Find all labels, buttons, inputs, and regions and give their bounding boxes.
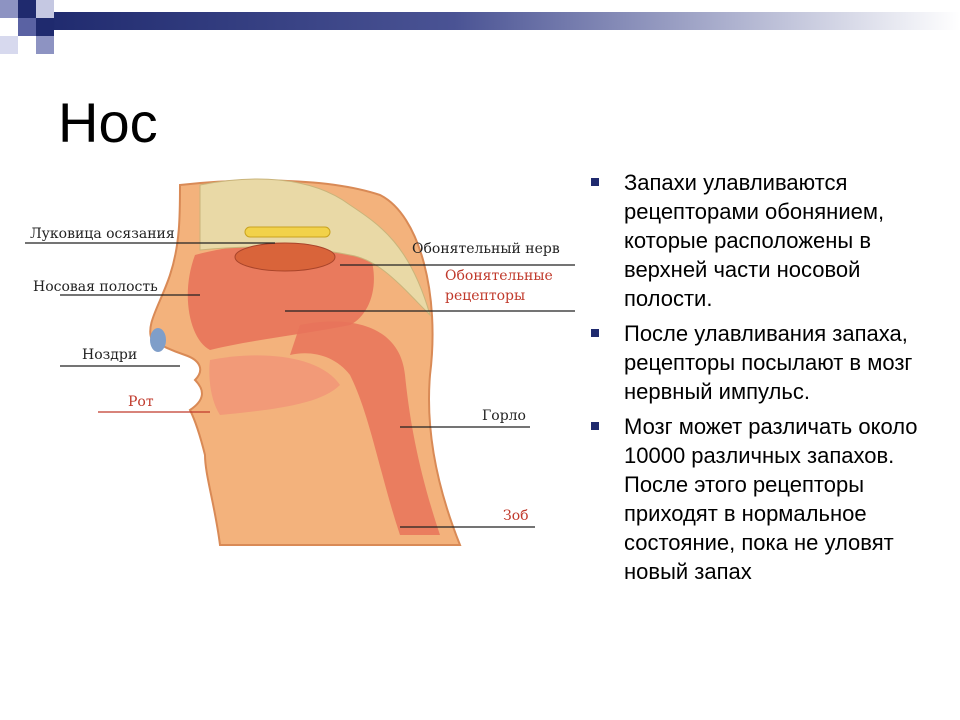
bullet-item: [588, 412, 928, 586]
label-olfactory-nerve: Обонятельный нерв: [412, 241, 560, 257]
label-nasal-cavity: Носовая полость: [33, 279, 158, 295]
header-decoration: [0, 0, 960, 60]
olfactory-receptors-shape: [235, 243, 335, 271]
nostril-shape: [150, 328, 166, 352]
label-crop: Зоб: [503, 508, 529, 524]
label-nostrils: Ноздри: [82, 347, 138, 363]
label-mouth: Рот: [128, 394, 154, 410]
bullet-text: Запахи улавливаются рецепторами обонянием, которые расположены в верхней части носовой полости.: [624, 170, 885, 311]
bullet-square-icon: [591, 329, 599, 337]
bullet-text: Мозг может различать около 10000 различных запахов. После этого рецепторы приходят в нормальное состояние, пока не уловят новый запах: [624, 414, 918, 584]
slide-title: Нос: [58, 91, 158, 154]
label-olfactory-bulb: Луковица осязания: [30, 226, 175, 242]
label-receptors-line2: рецепторы: [445, 288, 526, 304]
bullet-item: [588, 319, 928, 406]
bullet-list: [588, 168, 928, 592]
label-receptors-line1: Обонятельные: [445, 268, 553, 284]
olfactory-bulb-shape: [245, 227, 330, 237]
label-throat: Горло: [482, 408, 526, 424]
bullet-square-icon: [591, 178, 599, 186]
bullet-square-icon: [591, 422, 599, 430]
bullet-text: После улавливания запаха, рецепторы посылают в мозг нервный импульс.: [624, 321, 913, 404]
bullet-item: [588, 168, 928, 313]
